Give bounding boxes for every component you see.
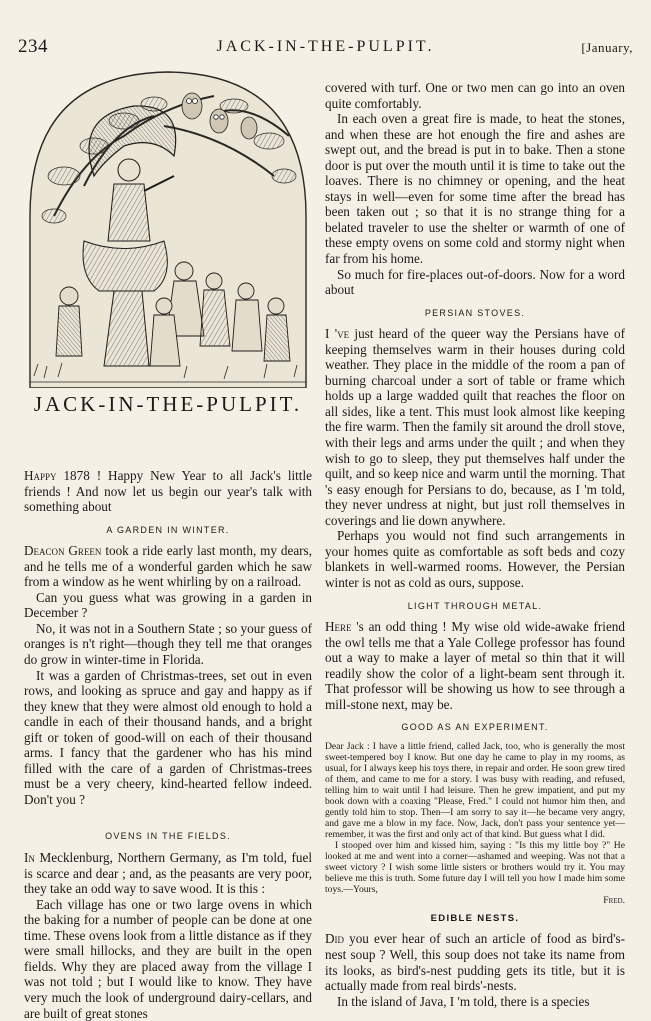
nests-paragraph-2: In the island of Java, I 'm told, there is a species: [337, 993, 590, 1009]
persian-text: just heard of the queer way the Persians have of keeping themselves warm in their houses during cold weather. They place in the middle of the room a pan of burning charcoal under a sort of table or frame which holds up a large wadded quilt that reaches the floor on all sides, like a tent. This must look almost like keeping the fire warm. Then the family sit around the droll stove, with their legs and arms under the quilt ; and when they wish to go to sleep, they put themselves half under the quilt, and so keep nice and warm until the morning. That 's easy enough for Persians to do, because, as I 'm told, they never undress at night, but just roll themselves in coverings and lie down anywhere.: [325, 326, 625, 528]
light-paragraph: [325, 619, 625, 712]
section-title: JACK-IN-THE-PULPIT.: [33, 392, 303, 416]
garden-paragraph-1: [24, 543, 312, 590]
nests-lead: Did: [325, 931, 345, 947]
garden-paragraph-2: Can you guess what was growing in a garden in December ?: [24, 589, 312, 621]
light-text: 's an odd thing ! My wise old wide-awake friend the owl tells me that a Yale College professor has found out a way to make a layer of metal so thin that it will readily show the color of a light-beam sent through it. That professor will be showing us how to see through a mill-stone next, may be.: [325, 619, 625, 712]
right-column: [325, 80, 625, 1009]
heading-experiment: GOOD AS AN EXPERIMENT.: [401, 722, 549, 733]
ovens-paragraph-2: Each village has one or two large ovens in which the baking for a number of people can be done at one time. These ovens look from a little distance as if they were small hillocks, and they are built in the open fields. Why they are placed away from the village I was not told ; but I would like to know. They have very much the look of underground dairy-cellars, and are built of great stones: [24, 896, 312, 1021]
left-column: [24, 468, 312, 1021]
jack-in-the-pulpit-illustration: [24, 66, 312, 388]
letter-signature: Fred.: [603, 894, 625, 906]
nests-paragraph-1: [325, 931, 625, 993]
heading-persian: PERSIAN STOVES.: [424, 307, 526, 318]
running-title: JACK-IN-THE-PULPIT.: [216, 38, 435, 55]
persian-paragraph-1: [325, 326, 625, 528]
heading-light: LIGHT THROUGH METAL.: [407, 600, 543, 611]
garden-paragraph-4: It was a garden of Christmas-trees, set out in even rows, and looking as spruce and gay and happy as if they knew that they were almost old enough to hold a candle in each of their thousand hands, and a bright gift or token of good-will on each of their thousand arms. I fancy that the gardener who has his mind filled with the care of a garden of Christmas-trees must be a very cheery, kind-hearted fellow indeed. Don't you ?: [24, 667, 312, 807]
letter-paragraph-2: I stooped over him and kissed him, saying : "Is this my little boy ?" He looked at me and went into a corner—ashamed and weeping. Was not that a sweet victory ? I wish some little sisters or brothers would try it. You may believe me this is truth. Some future day I will tell you how I made him some toys.—Yours,: [325, 839, 625, 895]
ovens-text: Mecklenburg, Northern Germany, as I'm told, fuel is scarce and dear ; and, as the peasants are very poor, they take an odd way to save wood. It is this :: [24, 850, 312, 897]
heading-nests: EDIBLE NESTS.: [430, 912, 520, 924]
garden-text: took a ride early last month, my dears, and he tells me of a wonderful garden which he saw from a window as he went whirling by on a railroad.: [24, 543, 312, 590]
ovens-paragraph-4: In each oven a great fire is made, to heat the stones, and when these are hot enough the fire and ashes are swept out, and the bread is put in to bake. Then a stone door is put over the mouth until it is time to take out the loaves. There is no chimney or opening, and the heat stays in well—even for some time after the bread has been taken out ; so that it is no strange thing for a belated traveler to use the shelter or warmth of one of these empty ovens on some cold and stormy night when far from his home.: [325, 111, 625, 267]
month-label: [January,: [581, 40, 633, 55]
nests-text: you ever hear of such an article of food as bird's-nest soup ? Well, this soup does not take its name from its looks, as bird's-nest pudding gets its title, but it is actually made from real birds'-nests.: [325, 931, 625, 994]
ovens-lead: In: [24, 850, 35, 866]
page-number: 234: [18, 36, 48, 57]
intro-lead: Happy 1878 !: [24, 468, 102, 483]
page-header: [18, 36, 633, 58]
ovens-paragraph-1: [24, 850, 312, 897]
heading-ovens: OVENS IN THE FIELDS.: [105, 831, 231, 842]
letter-paragraph-1: Dear Jack : I have a little friend, called Jack, too, who is generally the most sweet-tempered boy I know. But one day he came to play in my rooms, as usual, for I always keep his toys there, in repair and order. He soon grew tired of them, and came to me for a story. I was busy with reading, and refused, telling him to wait until I had leisure. Then he grew impatient, and put my book down with a coaxing "Please, Fred." I could not humor him then, and gently told him to stop. Then—I am sorry to say it—he became very angry, and gave me a blow in my face. Now, Jack, don't pass your sentence yet—remember, it was the first and only act of that kind. But guess what I did.: [325, 740, 625, 840]
intro-paragraph: [24, 468, 312, 515]
persian-lead: I 've: [325, 326, 350, 342]
intro-text: Happy New Year to all Jack's little friends ! And now let us begin our year's talk with something about: [24, 468, 312, 515]
ovens-paragraph-3: covered with turf. One or two men can go into an oven quite comfortably.: [325, 80, 625, 111]
light-lead: Here: [325, 619, 352, 635]
letter-block: [325, 741, 625, 906]
garden-lead: Deacon Green: [24, 543, 102, 559]
ovens-paragraph-5: So much for fire-places out-of-doors. Now for a word about: [325, 266, 625, 298]
garden-paragraph-3: No, it was not in a Southern State ; so your guess of oranges is n't right—though they tell me that oranges do grow in winter-time in Florida.: [24, 620, 312, 668]
persian-paragraph-2: Perhaps you would not find such arrangements in your homes quite as comfortable as soft beds and cozy blankets in well-warmed rooms. However, the Persian winter is not as cold as ours, suppose.: [325, 528, 625, 590]
heading-garden: A GARDEN IN WINTER.: [106, 524, 230, 535]
